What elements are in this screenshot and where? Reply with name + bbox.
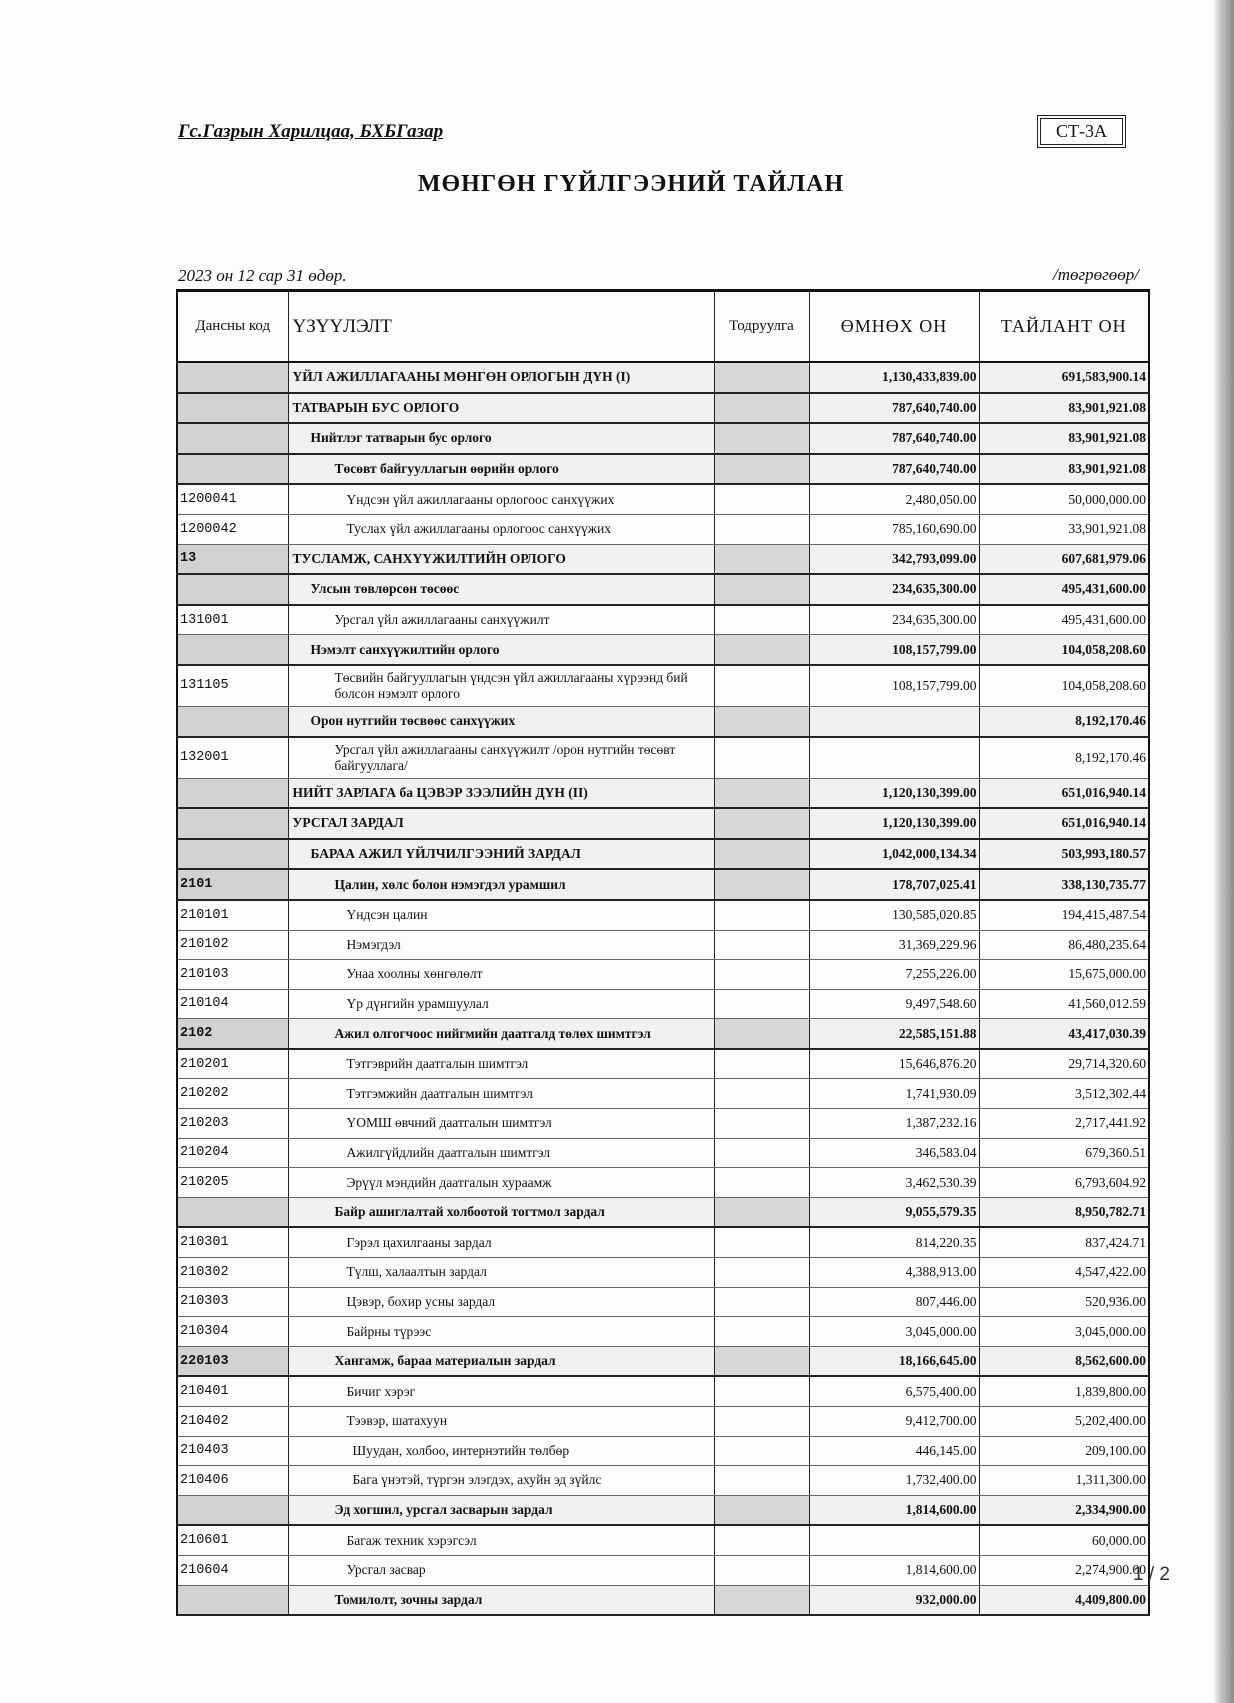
account-code-cell bbox=[177, 1585, 288, 1615]
indicator-cell: Үндсэн үйл ажиллагааны орлогоос санхүүжих bbox=[288, 484, 714, 514]
previous-year-cell: 9,055,579.35 bbox=[809, 1197, 979, 1227]
previous-year-cell: 1,120,130,399.00 bbox=[809, 778, 979, 808]
note-cell bbox=[714, 1227, 809, 1257]
note-cell bbox=[714, 808, 809, 839]
previous-year-cell: 31,369,229.96 bbox=[809, 930, 979, 960]
current-year-cell: 2,334,900.00 bbox=[979, 1495, 1149, 1525]
current-year-cell: 15,675,000.00 bbox=[979, 960, 1149, 990]
indicator-cell: Нийтлэг татварын бус орлого bbox=[288, 423, 714, 454]
table-row bbox=[177, 1168, 1149, 1198]
previous-year-cell: 2,480,050.00 bbox=[809, 484, 979, 514]
current-year-cell: 4,409,800.00 bbox=[979, 1585, 1149, 1615]
indicator-cell: Урсгал үйл ажиллагааны санхүүжилт /орон нутгийн төсөвт байгууллага/ bbox=[288, 737, 714, 779]
account-code-cell: 131001 bbox=[177, 605, 288, 635]
indicator-cell: Тээвэр, шатахуун bbox=[288, 1407, 714, 1437]
previous-year-cell: 1,387,232.16 bbox=[809, 1109, 979, 1139]
current-year-cell: 1,311,300.00 bbox=[979, 1466, 1149, 1496]
note-cell bbox=[714, 930, 809, 960]
account-code-cell bbox=[177, 362, 288, 393]
indicator-cell: Нэмэгдэл bbox=[288, 930, 714, 960]
current-year-cell: 503,993,180.57 bbox=[979, 839, 1149, 870]
account-code-cell: 210406 bbox=[177, 1466, 288, 1496]
current-year-cell: 8,192,170.46 bbox=[979, 737, 1149, 779]
note-cell bbox=[714, 544, 809, 574]
previous-year-cell: 1,814,600.00 bbox=[809, 1555, 979, 1585]
account-code-cell: 210102 bbox=[177, 930, 288, 960]
table-row bbox=[177, 1258, 1149, 1288]
indicator-cell: Тэтгэмжийн даатгалын шимтгэл bbox=[288, 1079, 714, 1109]
note-cell bbox=[714, 1585, 809, 1615]
current-year-cell: 104,058,208.60 bbox=[979, 665, 1149, 707]
indicator-cell: Шуудан, холбоо, интернэтийн төлбөр bbox=[288, 1436, 714, 1466]
previous-year-cell: 785,160,690.00 bbox=[809, 514, 979, 544]
previous-year-cell: 234,635,300.00 bbox=[809, 605, 979, 635]
table-row bbox=[177, 1317, 1149, 1347]
indicator-cell: НИЙТ ЗАРЛАГА ба ЦЭВЭР ЗЭЭЛИЙН ДҮН (II) bbox=[288, 778, 714, 808]
note-cell bbox=[714, 1376, 809, 1406]
account-code-cell bbox=[177, 706, 288, 736]
indicator-cell: Бичиг хэрэг bbox=[288, 1376, 714, 1406]
indicator-cell: Туслах үйл ажиллагааны орлогоос санхүүжих bbox=[288, 514, 714, 544]
current-year-cell: 651,016,940.14 bbox=[979, 778, 1149, 808]
indicator-cell: Байрны түрээс bbox=[288, 1317, 714, 1347]
indicator-cell: БАРАА АЖИЛ ҮЙЛЧИЛГЭЭНИЙ ЗАРДАЛ bbox=[288, 839, 714, 870]
account-code-cell: 210604 bbox=[177, 1555, 288, 1585]
note-cell bbox=[714, 1346, 809, 1376]
previous-year-cell: 22,585,151.88 bbox=[809, 1019, 979, 1049]
current-year-cell: 29,714,320.60 bbox=[979, 1049, 1149, 1079]
indicator-cell: Орон нутгийн төсвөөс санхүүжих bbox=[288, 706, 714, 736]
account-code-cell bbox=[177, 1197, 288, 1227]
current-year-cell: 520,936.00 bbox=[979, 1287, 1149, 1317]
previous-year-cell: 787,640,740.00 bbox=[809, 423, 979, 454]
account-code-cell: 210103 bbox=[177, 960, 288, 990]
report-date: 2023 он 12 сар 31 өдөр. bbox=[178, 266, 347, 285]
ministry-name: Гс.Газрын Харилцаа, БХБГазар bbox=[178, 121, 444, 142]
account-code-cell: 2101 bbox=[177, 869, 288, 900]
table-row bbox=[177, 454, 1149, 485]
table-row bbox=[177, 839, 1149, 870]
note-cell bbox=[714, 869, 809, 900]
previous-year-cell: 1,732,400.00 bbox=[809, 1466, 979, 1496]
current-year-cell: 83,901,921.08 bbox=[979, 393, 1149, 424]
col-header-current-year: ТАЙЛАНТ ОН bbox=[979, 291, 1149, 363]
account-code-cell: 210202 bbox=[177, 1079, 288, 1109]
table-row bbox=[177, 484, 1149, 514]
previous-year-cell: 342,793,099.00 bbox=[809, 544, 979, 574]
previous-year-cell: 130,585,020.85 bbox=[809, 900, 979, 930]
scan-edge-shadow bbox=[1214, 0, 1234, 1703]
account-code-cell: 210303 bbox=[177, 1287, 288, 1317]
table-row bbox=[177, 1466, 1149, 1496]
note-cell bbox=[714, 1555, 809, 1585]
account-code-cell: 210201 bbox=[177, 1049, 288, 1079]
indicator-cell: Эд хогшил, урсгал засварын зардал bbox=[288, 1495, 714, 1525]
indicator-cell: Томилолт, зочны зардал bbox=[288, 1585, 714, 1615]
current-year-cell: 8,950,782.71 bbox=[979, 1197, 1149, 1227]
current-year-cell: 83,901,921.08 bbox=[979, 454, 1149, 485]
note-cell bbox=[714, 1197, 809, 1227]
previous-year-cell bbox=[809, 1525, 979, 1555]
note-cell bbox=[714, 454, 809, 485]
table-row bbox=[177, 665, 1149, 707]
current-year-cell: 338,130,735.77 bbox=[979, 869, 1149, 900]
table-row bbox=[177, 1197, 1149, 1227]
current-year-cell: 194,415,487.54 bbox=[979, 900, 1149, 930]
previous-year-cell: 4,388,913.00 bbox=[809, 1258, 979, 1288]
table-row bbox=[177, 1079, 1149, 1109]
account-code-cell: 210403 bbox=[177, 1436, 288, 1466]
current-year-cell: 607,681,979.06 bbox=[979, 544, 1149, 574]
table-row bbox=[177, 1287, 1149, 1317]
table-row bbox=[177, 737, 1149, 779]
current-year-cell: 8,192,170.46 bbox=[979, 706, 1149, 736]
indicator-cell: ТУСЛАМЖ, САНХҮҮЖИЛТИЙН ОРЛОГО bbox=[288, 544, 714, 574]
table-row bbox=[177, 1407, 1149, 1437]
account-code-cell: 13 bbox=[177, 544, 288, 574]
note-cell bbox=[714, 900, 809, 930]
indicator-cell: ҮЙЛ АЖИЛЛАГААНЫ МӨНГӨН ОРЛОГЫН ДҮН (I) bbox=[288, 362, 714, 393]
indicator-cell: Унаа хоолны хөнгөлөлт bbox=[288, 960, 714, 990]
previous-year-cell: 15,646,876.20 bbox=[809, 1049, 979, 1079]
table-row bbox=[177, 514, 1149, 544]
note-cell bbox=[714, 605, 809, 635]
account-code-cell: 210205 bbox=[177, 1168, 288, 1198]
indicator-cell: Багаж техник хэрэгсэл bbox=[288, 1525, 714, 1555]
table-row bbox=[177, 869, 1149, 900]
indicator-cell: Тэтгэврийн даатгалын шимтгэл bbox=[288, 1049, 714, 1079]
indicator-cell: Цалин, хөлс болон нэмэгдэл урамшил bbox=[288, 869, 714, 900]
account-code-cell bbox=[177, 839, 288, 870]
current-year-cell: 209,100.00 bbox=[979, 1436, 1149, 1466]
note-cell bbox=[714, 574, 809, 605]
note-cell bbox=[714, 1168, 809, 1198]
note-cell bbox=[714, 1287, 809, 1317]
account-code-cell: 210402 bbox=[177, 1407, 288, 1437]
table-row bbox=[177, 778, 1149, 808]
account-code-cell: 2102 bbox=[177, 1019, 288, 1049]
current-year-cell: 86,480,235.64 bbox=[979, 930, 1149, 960]
current-year-cell: 2,274,900.00 bbox=[979, 1555, 1149, 1585]
note-cell bbox=[714, 1079, 809, 1109]
current-year-cell: 41,560,012.59 bbox=[979, 989, 1149, 1019]
table-row bbox=[177, 574, 1149, 605]
note-cell bbox=[714, 1317, 809, 1347]
note-cell bbox=[714, 989, 809, 1019]
note-cell bbox=[714, 778, 809, 808]
page-number: 1 / 2 bbox=[1133, 1564, 1170, 1585]
table-row bbox=[177, 1049, 1149, 1079]
account-code-cell: 210204 bbox=[177, 1138, 288, 1168]
table-row bbox=[177, 393, 1149, 424]
account-code-cell bbox=[177, 423, 288, 454]
current-year-cell: 33,901,921.08 bbox=[979, 514, 1149, 544]
account-code-cell: 131105 bbox=[177, 665, 288, 707]
table-row bbox=[177, 900, 1149, 930]
note-cell bbox=[714, 635, 809, 665]
account-code-cell bbox=[177, 393, 288, 424]
indicator-cell: Үндсэн цалин bbox=[288, 900, 714, 930]
indicator-cell: Урсгал засвар bbox=[288, 1555, 714, 1585]
cash-flow-table bbox=[176, 289, 1150, 1616]
account-code-cell bbox=[177, 808, 288, 839]
account-code-cell: 1200041 bbox=[177, 484, 288, 514]
note-cell bbox=[714, 737, 809, 779]
col-header-indicator: ҮЗҮҮЛЭЛТ bbox=[288, 291, 714, 363]
table-row bbox=[177, 423, 1149, 454]
account-code-cell: 1200042 bbox=[177, 514, 288, 544]
account-code-cell: 132001 bbox=[177, 737, 288, 779]
previous-year-cell: 108,157,799.00 bbox=[809, 665, 979, 707]
current-year-cell: 83,901,921.08 bbox=[979, 423, 1149, 454]
account-code-cell: 210101 bbox=[177, 900, 288, 930]
current-year-cell: 4,547,422.00 bbox=[979, 1258, 1149, 1288]
note-cell bbox=[714, 362, 809, 393]
note-cell bbox=[714, 1138, 809, 1168]
note-cell bbox=[714, 1466, 809, 1496]
table-row bbox=[177, 1495, 1149, 1525]
table-row bbox=[177, 1019, 1149, 1049]
table-row bbox=[177, 1555, 1149, 1585]
current-year-cell: 3,512,302.44 bbox=[979, 1079, 1149, 1109]
note-cell bbox=[714, 839, 809, 870]
current-year-cell: 651,016,940.14 bbox=[979, 808, 1149, 839]
previous-year-cell: 3,045,000.00 bbox=[809, 1317, 979, 1347]
table-row bbox=[177, 1109, 1149, 1139]
current-year-cell: 691,583,900.14 bbox=[979, 362, 1149, 393]
note-cell bbox=[714, 1525, 809, 1555]
indicator-cell: Цэвэр, бохир усны зардал bbox=[288, 1287, 714, 1317]
previous-year-cell: 1,814,600.00 bbox=[809, 1495, 979, 1525]
account-code-cell bbox=[177, 635, 288, 665]
table-row bbox=[177, 362, 1149, 393]
current-year-cell: 2,717,441.92 bbox=[979, 1109, 1149, 1139]
note-cell bbox=[714, 665, 809, 707]
table-header-row bbox=[177, 291, 1149, 363]
note-cell bbox=[714, 484, 809, 514]
previous-year-cell: 932,000.00 bbox=[809, 1585, 979, 1615]
current-year-cell: 8,562,600.00 bbox=[979, 1346, 1149, 1376]
col-header-code: Дансны код bbox=[177, 291, 288, 363]
col-header-note: Тодруулга bbox=[714, 291, 809, 363]
previous-year-cell: 6,575,400.00 bbox=[809, 1376, 979, 1406]
previous-year-cell: 787,640,740.00 bbox=[809, 393, 979, 424]
indicator-cell: ҮОМШ өвчний даатгалын шимтгэл bbox=[288, 1109, 714, 1139]
previous-year-cell: 787,640,740.00 bbox=[809, 454, 979, 485]
previous-year-cell: 18,166,645.00 bbox=[809, 1346, 979, 1376]
table-row bbox=[177, 1227, 1149, 1257]
note-cell bbox=[714, 1049, 809, 1079]
table-row bbox=[177, 1525, 1149, 1555]
note-cell bbox=[714, 706, 809, 736]
currency-unit: /төгрөгөөр/ bbox=[1053, 265, 1139, 284]
previous-year-cell: 1,120,130,399.00 bbox=[809, 808, 979, 839]
previous-year-cell: 1,130,433,839.00 bbox=[809, 362, 979, 393]
indicator-cell: Төсвийн байгууллагын үндсэн үйл ажиллагааны хүрээнд бий болсон нэмэлт орлого bbox=[288, 665, 714, 707]
indicator-cell: Эрүүл мэндийн даатгалын хураамж bbox=[288, 1168, 714, 1198]
account-code-cell: 210601 bbox=[177, 1525, 288, 1555]
indicator-cell: Улсын төвлөрсөн төсөөс bbox=[288, 574, 714, 605]
account-code-cell bbox=[177, 1495, 288, 1525]
current-year-cell: 60,000.00 bbox=[979, 1525, 1149, 1555]
indicator-cell: Төсөвт байгууллагын өөрийн орлого bbox=[288, 454, 714, 485]
note-cell bbox=[714, 1407, 809, 1437]
indicator-cell: Урсгал үйл ажиллагааны санхүүжилт bbox=[288, 605, 714, 635]
table-row bbox=[177, 930, 1149, 960]
indicator-cell: Ажил олгогчоос нийгмийн даатгалд төлөх шимтгэл bbox=[288, 1019, 714, 1049]
account-code-cell: 210203 bbox=[177, 1109, 288, 1139]
previous-year-cell: 108,157,799.00 bbox=[809, 635, 979, 665]
account-code-cell bbox=[177, 574, 288, 605]
previous-year-cell: 9,497,548.60 bbox=[809, 989, 979, 1019]
note-cell bbox=[714, 1019, 809, 1049]
previous-year-cell: 7,255,226.00 bbox=[809, 960, 979, 990]
indicator-cell: Нэмэлт санхүүжилтийн орлого bbox=[288, 635, 714, 665]
current-year-cell: 104,058,208.60 bbox=[979, 635, 1149, 665]
table-row bbox=[177, 605, 1149, 635]
previous-year-cell: 814,220.35 bbox=[809, 1227, 979, 1257]
indicator-cell: Хангамж, бараа материалын зардал bbox=[288, 1346, 714, 1376]
table-row bbox=[177, 1376, 1149, 1406]
table-row bbox=[177, 1346, 1149, 1376]
previous-year-cell bbox=[809, 706, 979, 736]
previous-year-cell: 178,707,025.41 bbox=[809, 869, 979, 900]
previous-year-cell: 9,412,700.00 bbox=[809, 1407, 979, 1437]
current-year-cell: 5,202,400.00 bbox=[979, 1407, 1149, 1437]
indicator-cell: Ажилгүйдлийн даатгалын шимтгэл bbox=[288, 1138, 714, 1168]
table-row bbox=[177, 989, 1149, 1019]
current-year-cell: 3,045,000.00 bbox=[979, 1317, 1149, 1347]
table-row bbox=[177, 1585, 1149, 1615]
indicator-cell: УРСГАЛ ЗАРДАЛ bbox=[288, 808, 714, 839]
indicator-cell: Үр дүнгийн урамшуулал bbox=[288, 989, 714, 1019]
table-row bbox=[177, 544, 1149, 574]
table-row bbox=[177, 1436, 1149, 1466]
account-code-cell: 210304 bbox=[177, 1317, 288, 1347]
account-code-cell: 210302 bbox=[177, 1258, 288, 1288]
previous-year-cell: 234,635,300.00 bbox=[809, 574, 979, 605]
indicator-cell: ТАТВАРЫН БУС ОРЛОГО bbox=[288, 393, 714, 424]
form-code-box: СТ-3А bbox=[1040, 118, 1123, 145]
account-code-cell bbox=[177, 454, 288, 485]
current-year-cell: 495,431,600.00 bbox=[979, 605, 1149, 635]
note-cell bbox=[714, 1258, 809, 1288]
previous-year-cell: 807,446.00 bbox=[809, 1287, 979, 1317]
previous-year-cell: 3,462,530.39 bbox=[809, 1168, 979, 1198]
table-row bbox=[177, 706, 1149, 736]
page-title: МӨНГӨН ГҮЙЛГЭЭНИЙ ТАЙЛАН bbox=[417, 171, 845, 197]
note-cell bbox=[714, 1495, 809, 1525]
account-code-cell bbox=[177, 778, 288, 808]
note-cell bbox=[714, 1109, 809, 1139]
note-cell bbox=[714, 1436, 809, 1466]
note-cell bbox=[714, 393, 809, 424]
table-row bbox=[177, 808, 1149, 839]
current-year-cell: 50,000,000.00 bbox=[979, 484, 1149, 514]
table-row bbox=[177, 635, 1149, 665]
current-year-cell: 495,431,600.00 bbox=[979, 574, 1149, 605]
indicator-cell: Бага үнэтэй, түргэн элэгдэх, ахуйн эд зүйлс bbox=[288, 1466, 714, 1496]
account-code-cell: 220103 bbox=[177, 1346, 288, 1376]
previous-year-cell bbox=[809, 737, 979, 779]
current-year-cell: 837,424.71 bbox=[979, 1227, 1149, 1257]
previous-year-cell: 446,145.00 bbox=[809, 1436, 979, 1466]
table-row bbox=[177, 960, 1149, 990]
indicator-cell: Гэрэл цахилгааны зардал bbox=[288, 1227, 714, 1257]
account-code-cell: 210104 bbox=[177, 989, 288, 1019]
current-year-cell: 679,360.51 bbox=[979, 1138, 1149, 1168]
current-year-cell: 43,417,030.39 bbox=[979, 1019, 1149, 1049]
note-cell bbox=[714, 514, 809, 544]
current-year-cell: 1,839,800.00 bbox=[979, 1376, 1149, 1406]
previous-year-cell: 1,741,930.09 bbox=[809, 1079, 979, 1109]
previous-year-cell: 346,583.04 bbox=[809, 1138, 979, 1168]
indicator-cell: Түлш, халаалтын зардал bbox=[288, 1258, 714, 1288]
note-cell bbox=[714, 423, 809, 454]
previous-year-cell: 1,042,000,134.34 bbox=[809, 839, 979, 870]
table-row bbox=[177, 1138, 1149, 1168]
account-code-cell: 210401 bbox=[177, 1376, 288, 1406]
col-header-previous-year: ӨМНӨХ ОН bbox=[809, 291, 979, 363]
account-code-cell: 210301 bbox=[177, 1227, 288, 1257]
current-year-cell: 6,793,604.92 bbox=[979, 1168, 1149, 1198]
indicator-cell: Байр ашиглалтай холбоотой тогтмол зардал bbox=[288, 1197, 714, 1227]
note-cell bbox=[714, 960, 809, 990]
